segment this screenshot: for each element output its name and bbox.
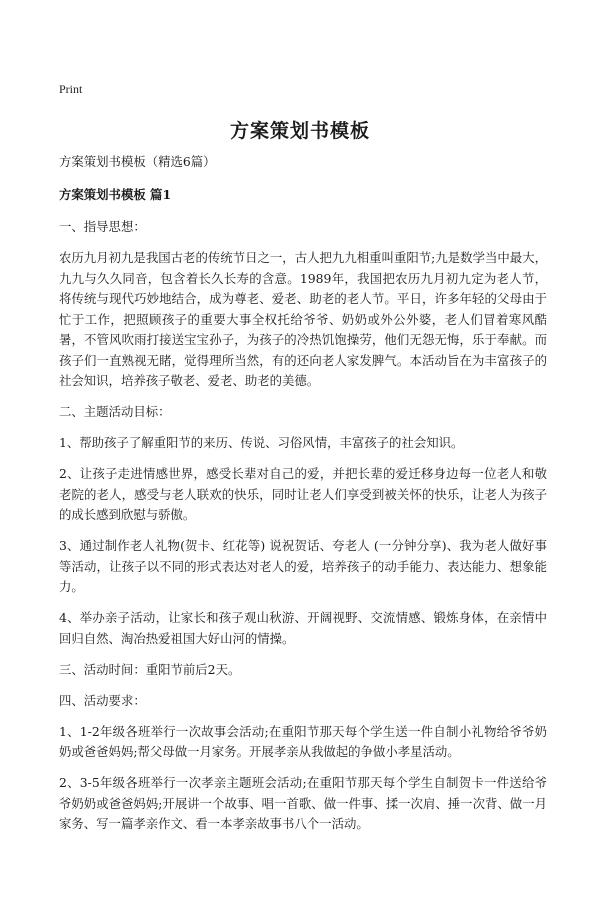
requirement-item-1: 1、1-2年级各班举行一次故事会活动;在重阳节那天每个学生送一件自制小礼物给爷爷奶奶或爸爸妈妈;帮父母做一月家务。开展孝亲从我做起的争做小孝星活动。 bbox=[59, 723, 547, 759]
heading-guiding-ideology: 一、指导思想： bbox=[59, 219, 146, 234]
goal-item-1: 1、帮助孩子了解重阳节的来历、传说、习俗风情，丰富孩子的社会知识。 bbox=[59, 435, 464, 450]
heading-activity-requirements: 四、活动要求： bbox=[59, 692, 146, 708]
print-link[interactable]: Print bbox=[59, 82, 83, 96]
document-title: 方案策划书模板 bbox=[229, 120, 370, 142]
document-subtitle: 方案策划书模板（精选6篇） bbox=[59, 154, 216, 169]
heading-activity-goals: 二、主题活动目标： bbox=[59, 404, 171, 419]
goal-item-3: 3、通过制作老人礼物(贺卡、红花等) 说祝贺话、夸老人 (一分钟分享)、我为老人做好事等活动，让孩子以不同的形式表达对老人的爱，培养孩子的动手能力、表达能力、想象能力。 bbox=[59, 538, 547, 594]
activity-time: 三、活动时间：重阳节前后2天。 bbox=[59, 661, 241, 677]
paragraph-background: 农历九月初九是我国古老的传统节日之一，古人把九九相重叫重阳节;九是数学当中最大，九九与久久同音，包含着长久长寿的含意。1989年，我国把农历九月初九定为老人节，将传统与现代巧妙地结合，成为尊老、爱老、助老的老人节。平日，许多年轻的父母由于忙于工作，把照顾孩子的重要大事全权托给爷爷、奶奶或外公外婆，老人们冒着寒风酷暑，不管风吹雨打接送宝宝孙子，为孩子的冷热饥饱操劳，他们无怨无悔，乐于奉献。而孩子们一直熟视无睹，觉得理所当然，有的还向老人家发脾气。本活动旨在为丰富孩子的社会知识，培养孩子敬老、爱老、助老的美德。 bbox=[59, 250, 547, 388]
section-heading: 方案策划书模板 篇1 bbox=[59, 186, 172, 202]
goal-item-4: 4、举办亲子活动，让家长和孩子观山秋游、开阔视野、交流情感、锻炼身体，在亲情中回归自然、淘冶热爱祖国大好山河的情操。 bbox=[59, 610, 547, 646]
requirement-item-2: 2、3-5年级各班举行一次孝亲主题班会活动;在重阳节那天每个学生自制贺卡一件送给爷爷奶奶或爸爸妈妈;开展讲一个故事、唱一首歌、做一件事、揉一次肩、捶一次背、做一月家务、写一篇孝亲作文、看一本孝亲故事书八个一活动。 bbox=[59, 775, 547, 831]
goal-item-2: 2、让孩子走进情感世界，感受长辈对自己的爱，并把长辈的爱迁移身边每一位老人和敬老院的老人，感受与老人联欢的快乐，同时让老人们享受到被关怀的快乐，让老人为孩子的成长感到欣慰与骄傲。 bbox=[59, 466, 547, 522]
document-body bbox=[59, 152, 547, 845]
